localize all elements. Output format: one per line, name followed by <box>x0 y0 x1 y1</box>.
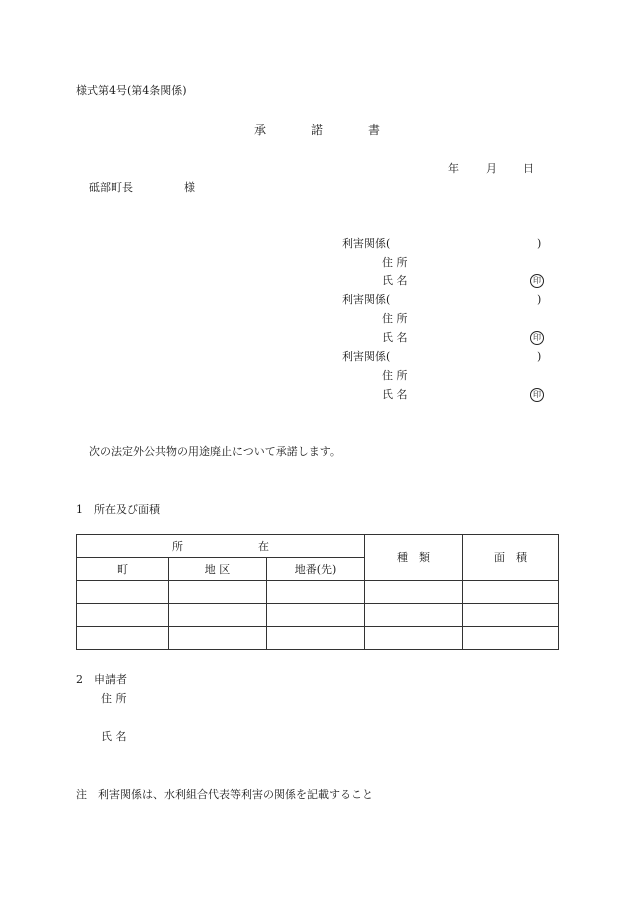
date-month: 月 <box>486 162 497 175</box>
title-char-2: 諾 <box>311 123 324 137</box>
applicant-name-label: 氏 名 <box>101 730 127 743</box>
table-cell[interactable] <box>463 604 559 627</box>
stakeholder-3-seal <box>530 387 544 402</box>
table-row <box>77 604 559 627</box>
table-cell[interactable] <box>267 581 365 604</box>
date-year: 年 <box>448 162 459 175</box>
lot-number-header: 地番(先) <box>267 558 365 581</box>
table-cell[interactable] <box>169 581 267 604</box>
statement: 次の法定外公共物の用途廃止について承諾します。 <box>89 445 341 458</box>
stakeholder-2-close: ) <box>537 293 542 306</box>
section1-heading: 1 所在及び面積 <box>76 503 160 516</box>
stakeholder-2-name-label: 氏 名 <box>382 331 408 344</box>
table-cell[interactable] <box>169 604 267 627</box>
table-row <box>77 627 559 650</box>
table-cell[interactable] <box>365 604 463 627</box>
stakeholder-2-seal <box>530 330 544 345</box>
stakeholder-2-address-label: 住 所 <box>382 312 408 325</box>
stakeholder-3-label: 利害関係( <box>342 350 391 363</box>
town-header: 町 <box>77 558 169 581</box>
table-cell[interactable] <box>463 581 559 604</box>
location-header-char-2: 在 <box>258 539 270 553</box>
location-group-header <box>77 535 365 558</box>
table-cell[interactable] <box>77 581 169 604</box>
date-day: 日 <box>523 162 534 175</box>
seal-icon: 印 <box>530 274 544 288</box>
table-cell[interactable] <box>267 627 365 650</box>
table-cell[interactable] <box>77 627 169 650</box>
location-area-table <box>76 534 559 650</box>
title-char-3: 書 <box>368 123 381 137</box>
table-header-row <box>77 535 559 558</box>
title-char-1: 承 <box>254 123 267 137</box>
stakeholder-1-address-label: 住 所 <box>382 256 408 269</box>
stakeholder-1-name-label: 氏 名 <box>382 274 408 287</box>
addressee-suffix: 様 <box>184 181 195 194</box>
location-header-char-1: 所 <box>172 539 184 553</box>
area-header: 面 積 <box>463 535 559 581</box>
seal-icon: 印 <box>530 388 544 402</box>
district-header: 地 区 <box>169 558 267 581</box>
note: 注 利害関係は、水利組合代表等利害の関係を記載すること <box>76 788 373 801</box>
table-cell[interactable] <box>267 604 365 627</box>
table-cell[interactable] <box>463 627 559 650</box>
applicant-address-label: 住 所 <box>101 692 127 705</box>
stakeholder-2-label: 利害関係( <box>342 293 391 306</box>
type-header: 種 類 <box>365 535 463 581</box>
stakeholder-1-seal <box>530 273 544 288</box>
table-cell[interactable] <box>77 604 169 627</box>
seal-icon: 印 <box>530 331 544 345</box>
addressee-name: 砥部町長 <box>89 181 133 194</box>
section2-heading: 2 申請者 <box>76 673 127 686</box>
stakeholder-3-address-label: 住 所 <box>382 369 408 382</box>
table-cell[interactable] <box>169 627 267 650</box>
table-row <box>77 581 559 604</box>
stakeholder-1-label: 利害関係( <box>342 237 391 250</box>
stakeholder-1-close: ) <box>537 237 542 250</box>
stakeholder-3-close: ) <box>537 350 542 363</box>
table-cell[interactable] <box>365 581 463 604</box>
stakeholder-3-name-label: 氏 名 <box>382 388 408 401</box>
table-cell[interactable] <box>365 627 463 650</box>
form-number: 様式第4号(第4条関係) <box>76 84 187 97</box>
